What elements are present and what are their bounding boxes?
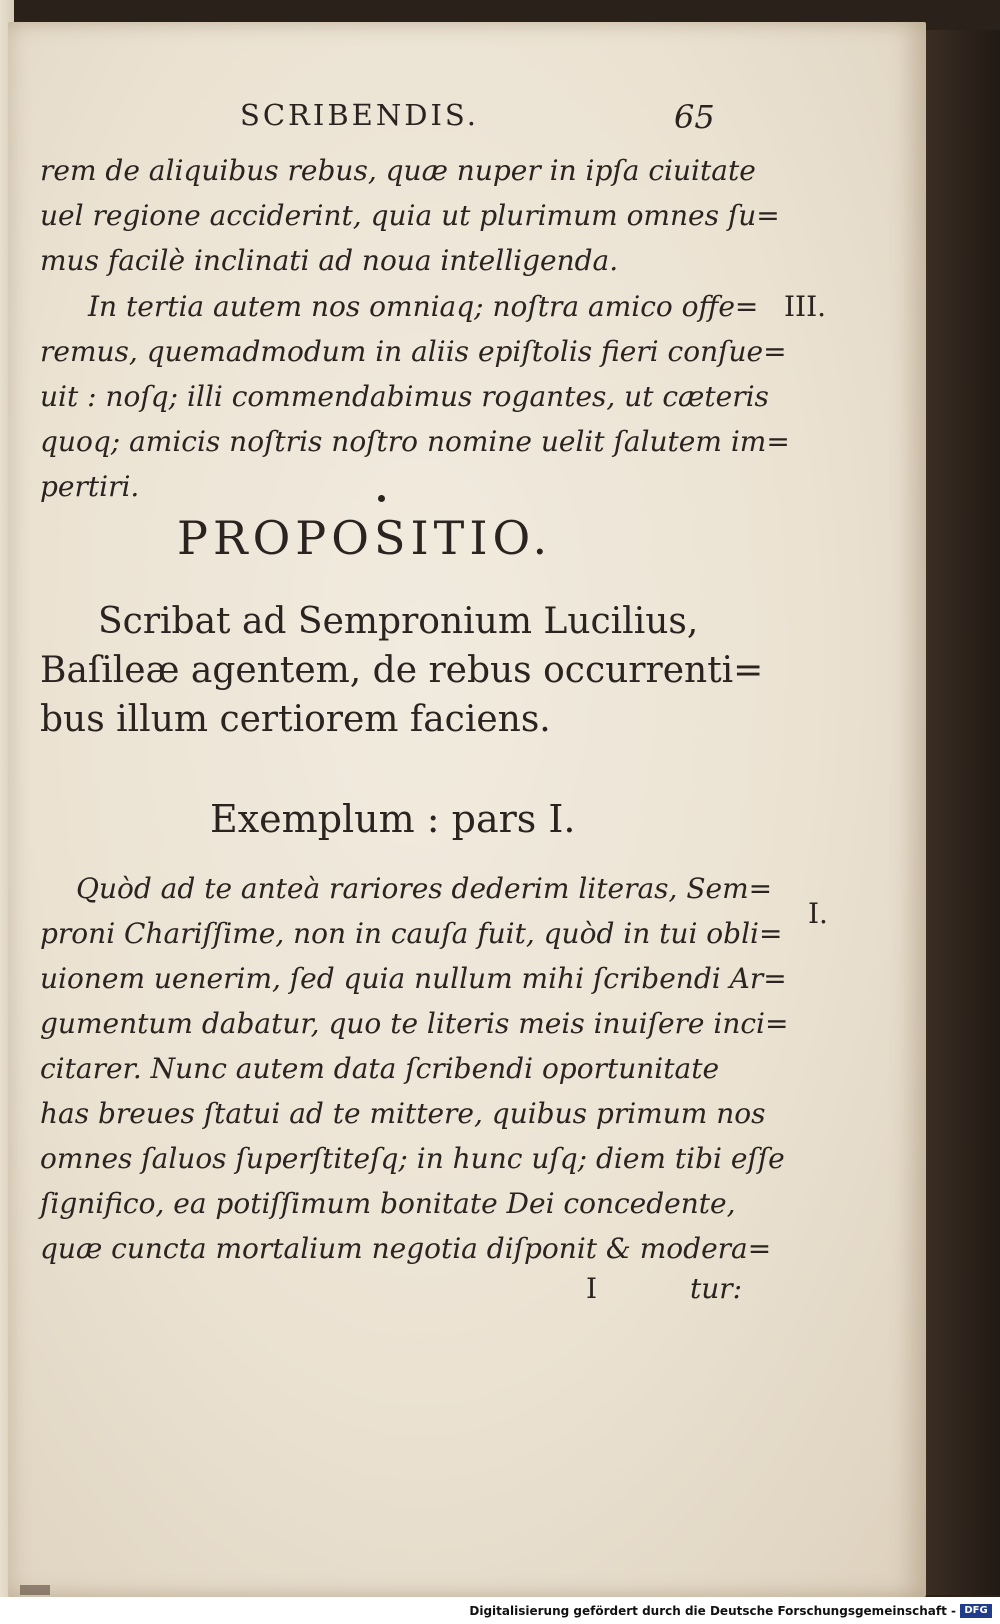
page-number: 65 — [674, 98, 715, 136]
ink-dot — [378, 495, 385, 502]
text-line: proni Chariſſime, non in cauſa fuit, quòd in tui obli= — [40, 917, 783, 950]
text-line: In tertia autem nos omniaq; noſtra amico offe= — [88, 290, 759, 323]
text-line: uel regione acciderint, quia ut plurimum omnes ſu= — [40, 199, 780, 232]
signature-mark: I — [586, 1272, 598, 1305]
text-line: Quòd ad te anteà rariores dederim literas, Sem= — [76, 872, 773, 905]
text-line: pertiri. — [40, 470, 140, 503]
running-head: SCRIBENDIS. — [240, 98, 479, 132]
text-line: citarer. Nunc autem data ſcribendi oportunitate — [40, 1052, 720, 1085]
text-line: Scribat ad Sempronium Lucilius, — [98, 601, 699, 642]
text-line: quæ cuncta mortalium negotia diſponit & modera= — [40, 1232, 772, 1265]
book-cover-edge — [926, 30, 1000, 1595]
propositio-text — [40, 597, 764, 744]
paragraph-1 — [40, 148, 780, 283]
margin-note-part-three: III. — [784, 290, 827, 323]
text-line: uit : noſq; illi commendabimus rogantes, ut cæteris — [40, 380, 769, 413]
text-line: rem de aliquibus rebus, quæ nuper in ipſa ciuitate — [40, 154, 756, 187]
text-line: remus, quemadmodum in aliis epiſtolis fieri conſue= — [40, 335, 787, 368]
text-line: omnes ſaluos ſuperſtiteſq; in hunc uſq; diem tibi eſſe — [40, 1142, 785, 1175]
text-line: quoq; amicis noſtris noſtro nomine uelit ſalutem im= — [40, 425, 790, 458]
text-line: gumentum dabatur, quo te literis meis inuiſere inci= — [40, 1007, 789, 1040]
margin-note-part-one: I. — [808, 897, 828, 930]
text-line: has breues ſtatui ad te mittere, quibus primum nos — [40, 1097, 766, 1130]
exemplum-text — [40, 866, 789, 1271]
text-line: bus illum certiorem faciens. — [40, 699, 551, 740]
text-line: uionem uenerim, ſed quia nullum mihi ſcribendi Ar= — [40, 962, 787, 995]
page-smudge — [20, 1585, 50, 1595]
dfg-logo: DFG — [960, 1604, 992, 1618]
text-line: Baſileæ agentem, de rebus occurrenti= — [40, 650, 764, 691]
catchword: tur: — [690, 1272, 743, 1305]
paragraph-2 — [40, 284, 790, 509]
text-line: ſignifico, ea potiſſimum bonitate Dei concedente, — [40, 1187, 736, 1220]
text-line: mus facilè inclinati ad noua intelligenda. — [40, 244, 619, 277]
footer-credit: Digitalisierung gefördert durch die Deutsche Forschungsgemeinschaft - — [469, 1604, 956, 1618]
exemplum-heading: Exemplum : pars I. — [210, 797, 576, 841]
propositio-heading: PROPOSITIO. — [177, 511, 553, 565]
